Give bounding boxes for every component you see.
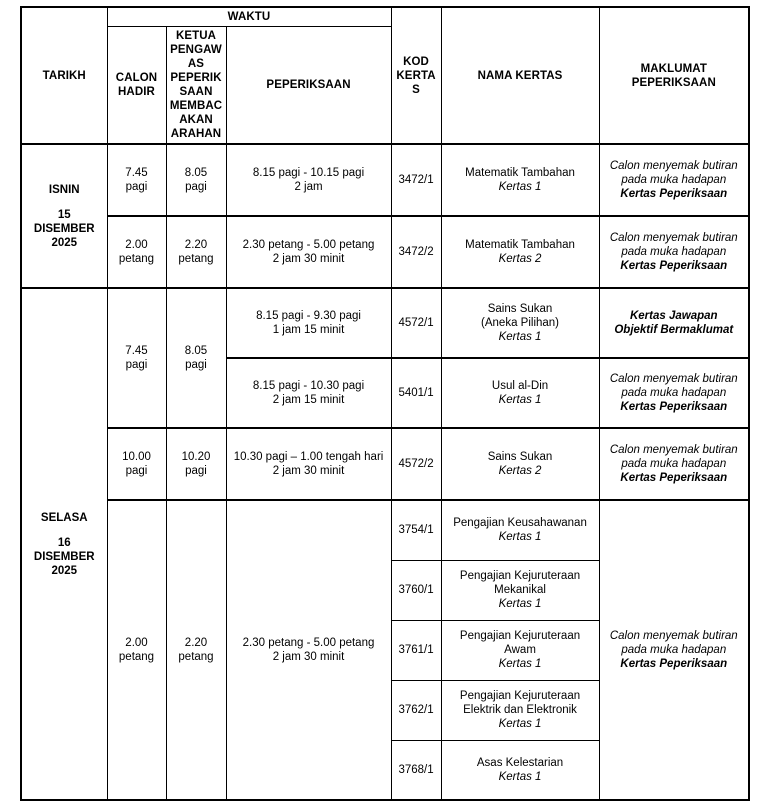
paper-part: Kertas 1 [498, 331, 542, 344]
paper-part: Kertas 1 [498, 531, 542, 544]
date-cell-isnin [21, 144, 107, 288]
header-calon-line1: CALON [115, 72, 158, 85]
ketua-period: pagi [185, 359, 207, 372]
exam-time-cell [226, 288, 391, 358]
info-line2: pada muka hadapan [621, 387, 727, 400]
paper-part: Kertas 2 [498, 465, 542, 478]
paper-code: 3472/2 [391, 216, 441, 288]
exam-duration: 2 jam [294, 181, 323, 194]
calon-hadir-hour: 10.00 [122, 451, 151, 464]
exam-time-cell [226, 428, 391, 500]
exam-duration: 2 jam 30 minit [272, 253, 345, 266]
calon-hadir-time [107, 288, 166, 428]
paper-part: Kertas 1 [498, 770, 542, 783]
exam-time: 8.15 pagi - 10.30 pagi [252, 380, 365, 393]
paper-part: Kertas 1 [498, 718, 542, 731]
date-day-selasa: 16 [57, 536, 71, 549]
info-line1: Calon menyemak butiran [609, 630, 738, 643]
paper-part: Kertas 1 [498, 181, 542, 194]
exam-time: 8.15 pagi - 9.30 pagi [256, 310, 361, 323]
header-maklumat-line2: PEPERIKSAAN [631, 76, 716, 89]
paper-name-cell [441, 680, 599, 740]
exam-duration: 2 jam 30 minit [272, 465, 345, 478]
header-calon-hadir [107, 27, 166, 145]
paper-name-line2: Mekanikal [494, 584, 546, 597]
ketua-hour: 2.20 [184, 637, 208, 650]
exam-timetable [20, 6, 750, 801]
paper-name-cell [441, 358, 599, 428]
paper-name-cell [441, 428, 599, 500]
ketua-period: petang [178, 253, 214, 266]
paper-name-cell [441, 288, 599, 358]
table-row [21, 216, 749, 288]
date-year-selasa: 2025 [51, 564, 78, 577]
exam-info-cell [599, 500, 749, 800]
exam-time: 2.30 petang - 5.00 petang [242, 637, 375, 650]
paper-name-cell [441, 740, 599, 800]
paper-name: Sains Sukan [487, 451, 553, 464]
info-line3: Kertas Peperiksaan [620, 188, 728, 201]
exam-time-cell [226, 144, 391, 216]
date-year-isnin: 2025 [51, 236, 78, 249]
ketua-period: pagi [185, 181, 207, 194]
paper-name-cell [441, 216, 599, 288]
exam-time: 8.15 pagi - 10.15 pagi [252, 167, 365, 180]
info-line1: Calon menyemak butiran [609, 160, 738, 173]
info-line2: Objektif Bermaklumat [614, 324, 734, 337]
calon-hadir-time [107, 500, 166, 800]
header-ketua-line4: MEMBACAKAN [169, 100, 223, 127]
info-line3: Kertas Peperiksaan [620, 472, 728, 485]
info-line3: Kertas Peperiksaan [620, 260, 728, 273]
paper-name-line1: Pengajian Keusahawanan [453, 517, 587, 530]
paper-name-cell [441, 560, 599, 620]
info-line2: pada muka hadapan [621, 174, 727, 187]
paper-name: Usul al-Din [491, 380, 549, 393]
paper-part: Kertas 1 [498, 598, 542, 611]
exam-time: 10.30 pagi – 1.00 tengah hari [233, 451, 384, 464]
calon-hadir-period: pagi [125, 465, 148, 478]
paper-code: 3760/1 [391, 560, 441, 620]
paper-name-line1: Pengajian Kejuruteraan [459, 690, 581, 703]
exam-info-cell [599, 144, 749, 216]
paper-name-line2: Awam [504, 644, 536, 657]
info-line2: pada muka hadapan [621, 644, 727, 657]
date-month-isnin: DISEMBER [33, 222, 95, 235]
header-nama-kertas: NAMA KERTAS [441, 7, 599, 144]
calon-hadir-hour: 2.00 [125, 637, 148, 650]
header-kod-line1: KOD [403, 55, 429, 68]
paper-name: Matematik Tambahan [465, 167, 575, 180]
header-kod-line2: KERTAS [396, 69, 436, 96]
table-row [21, 500, 749, 560]
paper-part: Kertas 1 [498, 658, 542, 671]
calon-hadir-period: pagi [125, 181, 148, 194]
header-ketua-line3: PEPERIKSAAN [170, 72, 222, 99]
paper-name-line2: Elektrik dan Elektronik [463, 704, 577, 717]
header-kod-kertas [391, 7, 441, 144]
ketua-hour: 10.20 [181, 451, 211, 464]
table-header [21, 7, 749, 144]
table-row [21, 288, 749, 358]
calon-hadir-time [107, 428, 166, 500]
header-calon-line2: HADIR [118, 86, 155, 99]
ketua-hour: 8.05 [184, 167, 208, 180]
spacer [25, 197, 104, 208]
header-tarikh: TARIKH [21, 7, 107, 144]
header-ketua-line5: ARAHAN [170, 128, 222, 141]
exam-time-cell [226, 216, 391, 288]
ketua-hour: 2.20 [184, 239, 208, 252]
exam-info-cell [599, 428, 749, 500]
calon-hadir-period: petang [118, 253, 155, 266]
paper-code: 5401/1 [391, 358, 441, 428]
paper-name-line1: Pengajian Kejuruteraan [459, 570, 581, 583]
header-waktu-group: WAKTU [107, 7, 391, 27]
paper-part: Kertas 1 [498, 394, 542, 407]
paper-name-cell [441, 144, 599, 216]
calon-hadir-hour: 7.45 [125, 345, 148, 358]
exam-info-cell [599, 358, 749, 428]
spacer [25, 525, 104, 536]
exam-duration: 2 jam 30 minit [272, 651, 345, 664]
calon-hadir-time [107, 216, 166, 288]
paper-name-cell [441, 500, 599, 560]
info-line2: pada muka hadapan [621, 458, 727, 471]
calon-hadir-time [107, 144, 166, 216]
paper-code: 4572/1 [391, 288, 441, 358]
date-day-isnin: 15 [57, 208, 71, 221]
calon-hadir-hour: 2.00 [125, 239, 148, 252]
paper-name: Sains Sukan [487, 303, 553, 316]
ketua-period: petang [178, 651, 214, 664]
calon-hadir-period: pagi [125, 359, 148, 372]
info-line1: Calon menyemak butiran [609, 373, 738, 386]
header-ketua-pengawas [166, 27, 226, 145]
header-peperiksaan: PEPERIKSAAN [226, 27, 391, 145]
info-line1: Calon menyemak butiran [609, 444, 738, 457]
table-row [21, 428, 749, 500]
header-maklumat-line1: MAKLUMAT [640, 62, 707, 75]
exam-duration: 1 jam 15 minit [272, 324, 345, 337]
ketua-time [166, 428, 226, 500]
paper-code: 4572/2 [391, 428, 441, 500]
header-ketua-line1: KETUA [175, 30, 217, 43]
day-name-selasa: SELASA [40, 511, 88, 524]
paper-subtitle: (Aneka Pilihan) [481, 317, 560, 330]
ketua-time [166, 500, 226, 800]
paper-code: 3768/1 [391, 740, 441, 800]
paper-name-line1: Pengajian Kejuruteraan [459, 630, 581, 643]
info-line3: Kertas Peperiksaan [620, 401, 728, 414]
paper-name-line1: Asas Kelestarian [476, 756, 564, 769]
paper-code: 3761/1 [391, 620, 441, 680]
ketua-period: pagi [185, 465, 207, 478]
ketua-hour: 8.05 [184, 345, 208, 358]
info-line1: Kertas Jawapan [629, 310, 718, 323]
table-body [21, 144, 749, 800]
paper-name: Matematik Tambahan [465, 239, 575, 252]
info-line1: Calon menyemak butiran [609, 232, 738, 245]
ketua-time [166, 288, 226, 428]
paper-name-cell [441, 620, 599, 680]
table-row [21, 144, 749, 216]
paper-code: 3762/1 [391, 680, 441, 740]
info-line2: pada muka hadapan [621, 246, 727, 259]
paper-code: 3754/1 [391, 500, 441, 560]
header-row-top [21, 7, 749, 27]
info-line3: Kertas Peperiksaan [620, 658, 728, 671]
date-cell-selasa [21, 288, 107, 800]
paper-code: 3472/1 [391, 144, 441, 216]
date-month-selasa: DISEMBER [33, 550, 95, 563]
calon-hadir-period: petang [118, 651, 155, 664]
exam-time: 2.30 petang - 5.00 petang [242, 239, 375, 252]
day-name-isnin: ISNIN [48, 183, 80, 196]
exam-time-cell [226, 358, 391, 428]
header-maklumat-peperiksaan [599, 7, 749, 144]
calon-hadir-hour: 7.45 [125, 167, 148, 180]
exam-info-cell [599, 288, 749, 358]
ketua-time [166, 216, 226, 288]
exam-info-cell [599, 216, 749, 288]
exam-duration: 2 jam 15 minit [272, 394, 345, 407]
header-ketua-line2: PENGAWAS [170, 44, 222, 71]
ketua-time [166, 144, 226, 216]
exam-time-cell [226, 500, 391, 800]
paper-part: Kertas 2 [498, 253, 542, 266]
